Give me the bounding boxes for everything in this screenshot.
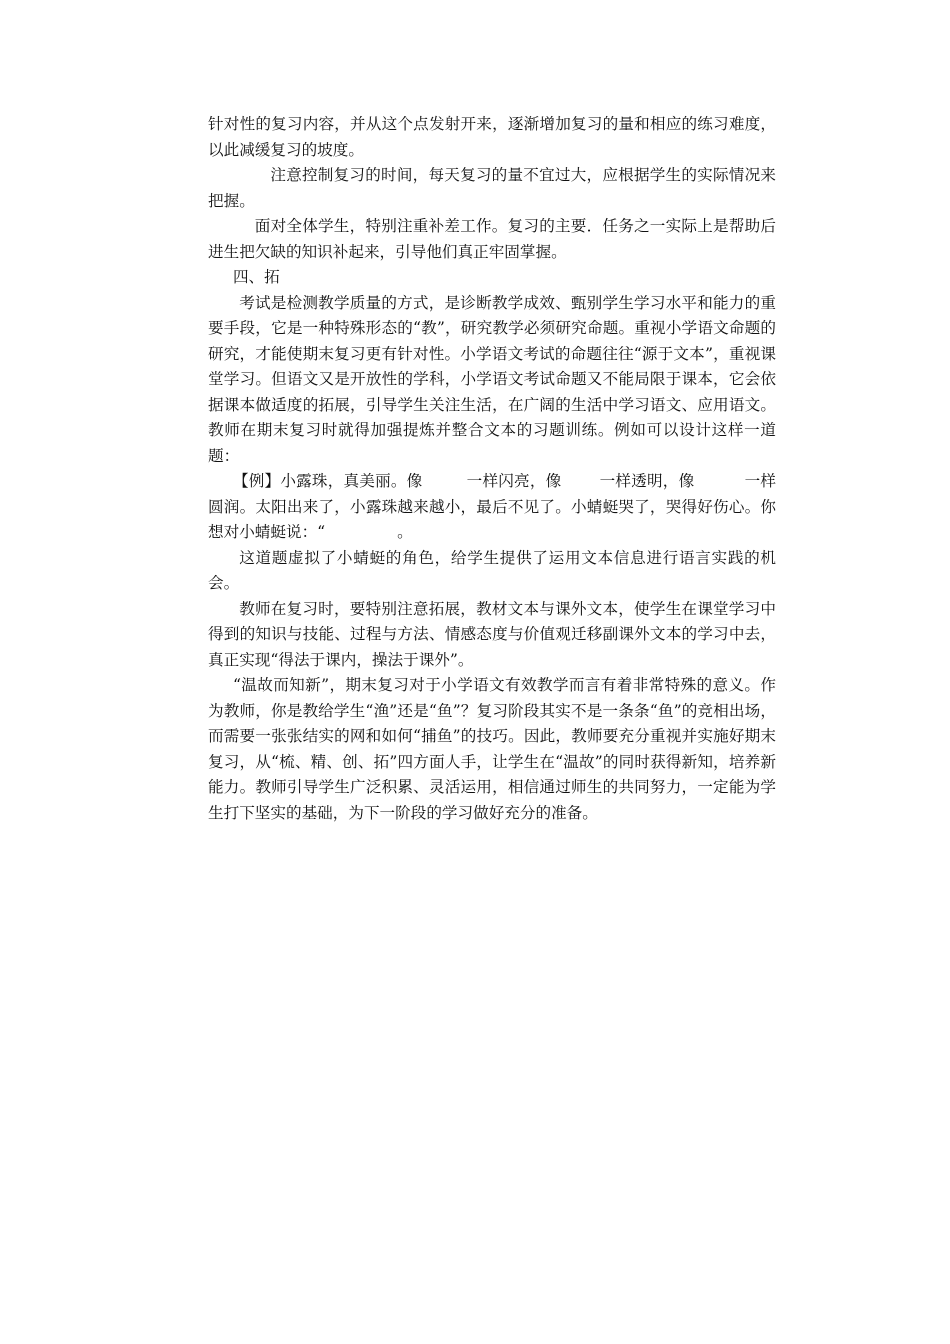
paragraph-extension: 教师在复习时，要特别注意拓展，教材文本与课外文本，使学生在课堂学习中得到的知识与技能、过程与方法、情感态度与价值观迁移副课外文本的学习中去，真正实现“得法于课内，操法于课外”。	[208, 599, 776, 669]
example-part-2: 一样闪亮，像	[466, 472, 562, 490]
example-part-1: 【例】小露珠，真美丽。像	[232, 472, 423, 490]
paragraph-review-content: 针对性的复习内容，并从这个点发射开来，逐渐增加复习的量和相应的练习难度，以此减缓复习的坡度。	[208, 115, 776, 159]
example-part-4: 一样圆润。太阳出来了，小露珠越来越小，最后不见了。小蜻蜓哭了，哭得好伤心。你想对小蜻蜓说：“	[208, 472, 776, 541]
paragraph-conclusion: “温故而知新”，期末复习对于小学语文有效教学而言有着非常特殊的意义。作为教师，你是教给学生“渔”还是“鱼”？复习阶段其实不是一条条“鱼”的竞相出场，而需要一张张结实的网和如何“捕鱼”的技巧。因此，教师要充分重视并实施好期末复习，从“梳、精、创、拓”四方面人手，让学生在“温故”的同时获得新知，培养新能力。教师引导学生广泛积累、灵活运用，相信通过师生的共同努力，一定能为学生打下坚实的基础，为下一阶段的学习做好充分的准备。	[208, 676, 776, 822]
example-part-3: 一样透明，像	[599, 472, 695, 490]
paragraph-example-explanation: 这道题虚拟了小蜻蜓的角色，给学生提供了运用文本信息进行语言实践的机会。	[208, 548, 776, 592]
paragraph-review-time: 注意控制复习的时间，每天复习的量不宜过大，应根据学生的实际情况来把握。	[208, 166, 776, 210]
section-heading-extend: 四、拓	[232, 268, 280, 286]
paragraph-example-question	[208, 469, 776, 546]
paragraph-exam-design: 考试是检测教学质量的方式，是诊断教学成效、甄别学生学习水平和能力的重要手段，它是一种特殊形态的“教”，研究教学必须研究命题。重视小学语文命题的研究，才能使期末复习更有针对性。小学语文考试的命题往往“源于文本”，重视课堂学习。但语文又是开放性的学科，小学语文考试命题又不能局限于课本，它会依据课本做适度的拓展，引导学生关注生活，在广阔的生活中学习语文、应用语文。教师在期末复习时就得加强提炼并整合文本的习题训练。例如可以设计这样一道题：	[208, 293, 776, 465]
example-part-5: 。	[397, 523, 413, 541]
document-body	[208, 112, 776, 826]
paragraph-all-students: 面对全体学生，特别注重补差工作。复习的主要．任务之一实际上是帮助后进生把欠缺的知识补起来，引导他们真正牢固掌握。	[208, 217, 776, 261]
